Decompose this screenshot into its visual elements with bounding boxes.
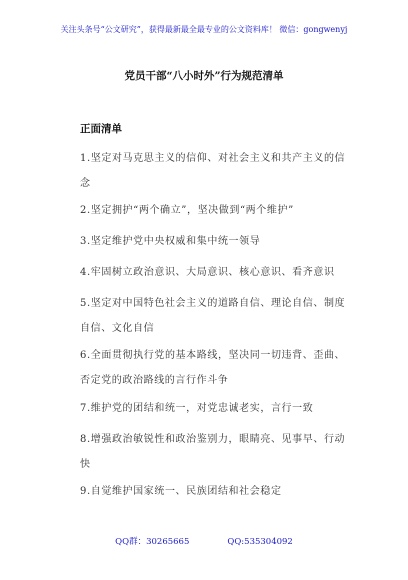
- list-item-3: 3.坚定维护党中央权威和集中统一领导: [80, 236, 261, 247]
- list-item-4: 4.牢固树立政治意识、大局意识、核心意识、看齐意识: [80, 267, 335, 278]
- list-item-2: 2.坚定拥护“两个确立”，坚决做到“两个维护”: [80, 205, 294, 216]
- list-item-5: 5.坚定对中国特色社会主义的道路自信、理论自信、制度自信、文化自信: [80, 298, 346, 334]
- footer-qq-group: QQ群：30265665: [115, 537, 190, 547]
- section-heading: 正面清单: [80, 123, 122, 135]
- list-item-1: 1.坚定对马克思主义的信仰、对社会主义和共产主义的信念: [80, 153, 346, 189]
- footer-qq: QQ:535304092: [227, 537, 293, 547]
- header-banner: 关注头条号“公文研究”，获得最新最全最专业的公文资料库！ 微信：gongwenyj: [60, 25, 348, 34]
- list-item-8: 8.增强政治敏锐性和政治鉴别力，眼睛亮、见事早、行动快: [80, 434, 346, 470]
- footer: [0, 535, 408, 547]
- list-item-7: 7.维护党的团结和统一，对党忠诚老实，言行一致: [80, 403, 314, 414]
- document-title: 党员干部“八小时外”行为规范清单: [124, 70, 284, 82]
- list-item-6: 6.全面贯彻执行党的基本路线，坚决同一切违背、歪曲、否定党的政治路线的言行作斗争: [80, 350, 346, 386]
- list-item-9: 9.自觉维护国家统一、民族团结和社会稳定: [80, 486, 282, 497]
